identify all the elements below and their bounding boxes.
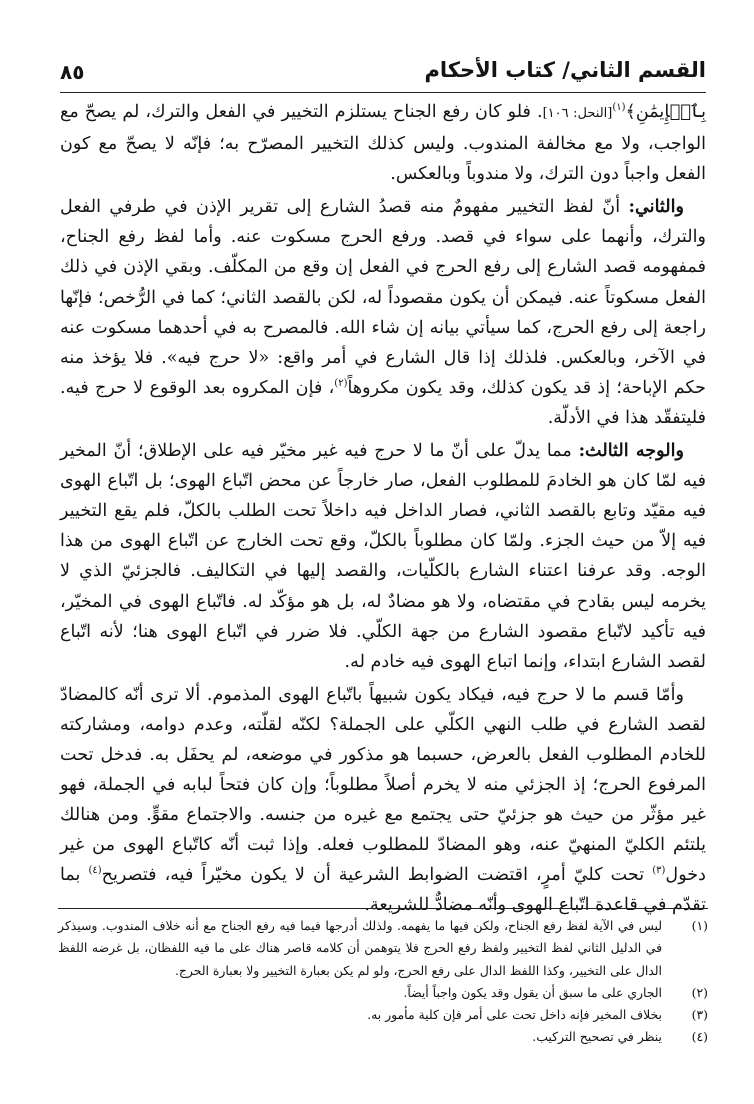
paragraph-2-text-a: أنّ لفظ التخيير مفهومٌ منه قصدُ الشارع إلى تقرير الإذن في طرفي الفعل والترك، وأنهما على سواء في قصد. ورفع الحرج مسكوت عنه. وأما لفظ رفع الجناح، فمفهومه قصد الشارع إلى رفع الحرج في الفعل إن وقع من المكلّف. وبقي الإذن في ذلك الفعل مسكوتاً عنه. فيمكن أن يكون مقصوداً له، لكن بالقصد الثاني؛ كما في الرُّخص؛ فإنّها راجعة إلى رفع الحرج، كما سيأتي بيانه إن شاء الله. فالمصرح به في أحدهما مسكوت عنه في الآخر، وبالعكس. فلذلك إذا قال الشارع في أمر واقع: «لا حرج فيه». فلا يؤخذ منه حكم الإباحة؛ إذ قد يكون كذلك، وقد يكون مكروهاً	[60, 197, 707, 398]
footnote-ref-2: (٢)	[334, 377, 348, 389]
paragraph-2	[60, 192, 706, 433]
footnote-ref-4: (٤)	[88, 865, 102, 877]
paragraph-4-text-b: تحت كليّ أمرٍ، اقتضت الضوابط الشرعية أن لا يكون مخيّراً فيه، فتصريح	[101, 865, 653, 886]
footnote-number: (١)	[691, 918, 708, 933]
footnote-ref-3: (٣)	[652, 865, 666, 877]
footnote-number: (٢)	[691, 984, 708, 1000]
main-text	[60, 97, 706, 924]
paragraph-4-text-c: بما تقدّم في قاعدة اتّباع الهوى وأنّه مضادٌّ للشريعة.	[60, 865, 706, 916]
paragraph-4-text-a: وأمّا قسم ما لا حرج فيه، فيكاد يكون شبيهاً باتّباع الهوى المذموم. ألا ترى أنّه كالمضادّ لقصد الشارع في طلب النهي الكلّي على الجملة؟ لكنّه لقلّته، وعدم دوامه، ومشاركته للخادم المطلوب الفعل بالعرض، حسبما هو مذكور في موضعه، لم يحفَل به. فدخل تحت المرفوع الحرج؛ إذ الجزئي منه لا يخرم أصلاً مطلوباً؛ وإن كان فتحاً لبابه في الجملة، فهو غير مؤثّر من حيث هو جزئيّ حتى يجتمع مع غيره من جنسه. والاجتماع مقوٍّ. ومن هنالك يلتئم الكليّ المنهيّ عنه، وهو المضادّ للمطلوب فعله. وإذا ثبت أنّه كاتّباع الهوى من غير دخول	[60, 684, 706, 886]
paragraph-1-text: . فلو كان رفع الجناح يستلزم التخيير في الفعل والترك، لم يصحّ مع الواجب، ولا مع مخالفة المندوب. وليس كذلك التخيير المصرّح به؛ فإنّه لا يصحّ مع كون الفعل واجباً دون الترك، ولا مندوباً وبالعكس.	[60, 102, 706, 185]
page-header	[60, 58, 706, 93]
footnote-text: بخلاف المخير فإنه داخل تحت على أمر فإن كلية مأمور به.	[367, 1007, 662, 1023]
paragraph-3-lead: والوجه الثالث:	[578, 440, 684, 462]
paragraph-1	[60, 97, 706, 189]
page-number: ٨٥	[60, 60, 85, 84]
paragraph-3	[60, 436, 706, 677]
footnote-4	[58, 1026, 708, 1048]
footnote-number: (٣)	[691, 1007, 708, 1023]
footnote-text: الجاري على ما سبق أن يقول وقد يكون واجباً أيضاً.	[403, 984, 662, 1000]
paragraph-2-lead: والثاني:	[628, 196, 684, 218]
footnote-separator	[58, 908, 708, 909]
paragraph-4	[60, 680, 706, 921]
footnote-number: (٤)	[691, 1029, 708, 1045]
quran-citation: [النحل: ١٠٦]	[542, 106, 613, 121]
paragraph-2-text-b: ، فإن المكروه بعد الوقوع لا حرج فيه. فليتفقّد هذا في الأدلّة.	[60, 377, 706, 428]
running-title: القسم الثاني/ كتاب الأحكام	[424, 58, 706, 82]
paragraph-3-text: مما يدلّ على أنّ ما لا حرج فيه غير مخيّر فيه على الإطلاق؛ أنّ المخير فيه لمّا كان هو الخادمَ للمطلوب الفعل، صار خارجاً عن محض اتّباع الهوى؛ بل اتّباع الهوى فيه مقيّد وتابع بالقصد الثاني، فصار الداخل فيه داخلاً تحت الطلب بالكلّ، فلم يقع التخيير فيه إلاّ من حيث الجزء. ولمّا كان مطلوباً بالكلّ، وقع تحت الخارج عن اتّباع الهوى من هذا الوجه. وقد عرفنا اعتناء الشارع بالكلّيات، والقصد إليها في التكاليف. فالجزئيّ الذي لا يخرمه ليس بقادح في مقتضاه، ولا هو مضادٌ له، بل هو مؤكّد له. فاتّباع الهوى في المخيّر، فيه تأكيد لاتّباع مقصود الشارع من جهة الكلّي. فلا ضرر في اتّباع الهوى هنا؛ لأنه اتّباع لقصد الشارع ابتداء، وإنما اتباع الهوى فيه خادم له.	[60, 441, 706, 672]
footnote-3	[58, 1004, 708, 1026]
footnote-text: ليس في الآية لفظ رفع الجناح، ولكن فيها ما يفهمه. ولذلك أدرجها فيما فيه رفع الجناح مع أنه خلاف المندوب. وسيذكر في الدليل الثاني لفظ التخيير ولفظ رفع الحرج فلا يتوهمن أن كلامه قاصر هناك على ما فيه اللفظان، بل غرضه اللفظ الدال على التخيير، وكذا اللفظ الدال على رفع الحرج، ولو لم يكن بعبارة التخيير ولا بعبارة الحرج.	[58, 918, 662, 978]
quran-quote-tail: بِٱلۡإِيمَٰنِ﴾	[625, 102, 706, 122]
footnote-2	[58, 982, 708, 1004]
footnote-ref-1: (١)	[612, 102, 626, 114]
footnote-text: ينظر في تصحيح التركيب.	[532, 1029, 662, 1045]
footnotes	[58, 908, 708, 1049]
footnote-1	[58, 915, 708, 982]
